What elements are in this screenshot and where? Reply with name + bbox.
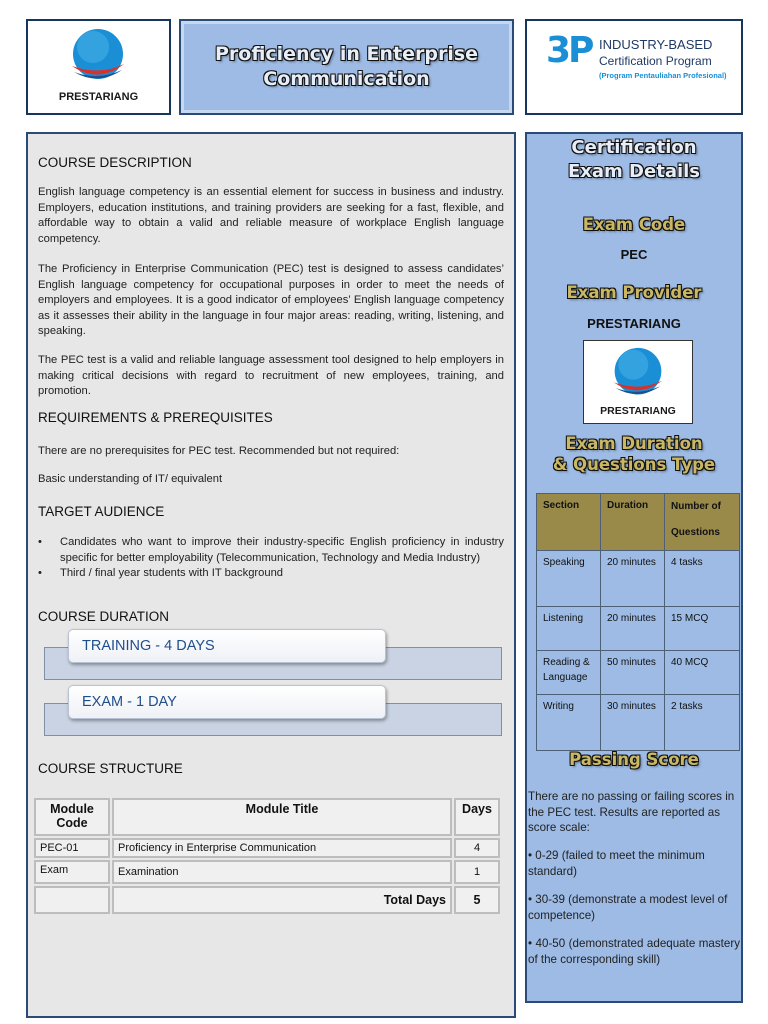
course-description-paragraph-3: The PEC test is a valid and reliable language assessment tool designed to help employers in making critical decisions with regard to recruitment of new employees, training, and promotion.: [38, 354, 504, 398]
document-title-line-1: Proficiency in Enterprise: [214, 43, 479, 65]
course-structure-heading: COURSE STRUCTURE: [38, 761, 183, 776]
program-line-2: Certification Program: [599, 54, 712, 68]
training-duration-label: TRAINING - 4 DAYS: [68, 629, 386, 663]
table-row: [537, 651, 740, 695]
table-cell: Speaking: [537, 551, 601, 607]
requirements-paragraph-2: Basic understanding of IT/ equivalent: [38, 473, 223, 485]
total-days-value: 5: [454, 886, 500, 914]
course-description-heading: COURSE DESCRIPTION: [38, 155, 192, 170]
table-header-cell: Duration: [601, 494, 665, 551]
table-header-cell: Days: [454, 798, 500, 836]
table-cell: 20 minutes: [601, 607, 665, 651]
table-cell: Exam: [34, 860, 110, 884]
table-row: [537, 607, 740, 651]
target-audience-heading: TARGET AUDIENCE: [38, 504, 165, 519]
exam-details-heading-line-2: Exam Details: [567, 161, 701, 182]
table-cell: Proficiency in Enterprise Communication: [112, 838, 452, 858]
table-header-row: [537, 494, 740, 551]
exam-details-panel: [525, 132, 743, 1003]
course-details-panel: [26, 132, 516, 1018]
prestariang-logo-box: [26, 19, 171, 115]
table-cell: Listening: [537, 607, 601, 651]
exam-duration-label: EXAM - 1 DAY: [68, 685, 386, 719]
table-cell: PEC-01: [34, 838, 110, 858]
prestariang-globe-icon: [610, 345, 666, 403]
table-cell: 40 MCQ: [665, 651, 740, 695]
document-title-banner: [179, 19, 514, 115]
exam-duration-heading-line-1: Exam Duration: [565, 434, 703, 453]
table-row: [537, 695, 740, 751]
table-header-row: [34, 798, 500, 836]
table-cell: 4: [454, 838, 500, 858]
course-description-paragraph-1: English language competency is an essential element for success in business and industry. Employers, education institutions, and training providers are seeking for a fast, flexible, and affordable way to obtain a valid and reliable measure of workplace English language competency.: [38, 186, 504, 245]
document-title-line-2: Communication: [263, 68, 430, 90]
table-cell: Writing: [537, 695, 601, 751]
table-header-cell: Number of Questions: [665, 494, 740, 551]
table-row: [537, 551, 740, 607]
course-duration-heading: COURSE DURATION: [38, 609, 170, 624]
exam-sections-table: [536, 493, 740, 751]
course-description-paragraph-2: The Proficiency in Enterprise Communication (PEC) test is designed to assess candidates’ English language competency for occupational purposes in order to meet the needs of employers and employees. It is a good indicator of employees’ English language competency as it assesses their ability in the language in four major areas: reading, writing, listening, and speaking.: [38, 263, 504, 338]
exam-code-value: PEC: [620, 247, 648, 262]
total-days-label: Total Days: [112, 886, 452, 914]
table-cell: 20 minutes: [601, 551, 665, 607]
table-cell: 1: [454, 860, 500, 884]
table-row: [34, 838, 500, 858]
table-header-cell: Module Title: [112, 798, 452, 836]
table-cell: 50 minutes: [601, 651, 665, 695]
table-cell: 30 minutes: [601, 695, 665, 751]
3p-badge-icon: 3P: [546, 30, 592, 71]
target-audience-list: [38, 535, 504, 582]
certification-program-logo-box: [525, 19, 743, 115]
exam-duration-heading-line-2: & Questions Type: [552, 455, 716, 474]
provider-logo: [583, 340, 693, 424]
table-row: [34, 860, 500, 884]
table-cell: 4 tasks: [665, 551, 740, 607]
program-line-1: INDUSTRY-BASED: [599, 37, 713, 52]
requirements-paragraph-1: There are no prerequisites for PEC test. Recommended but not required:: [38, 445, 400, 457]
exam-provider-heading: Exam Provider: [566, 283, 702, 302]
table-header-cell: Module Code: [34, 798, 110, 836]
exam-details-heading-line-1: Certification: [571, 137, 697, 158]
course-structure-table: [32, 796, 502, 916]
passing-score-item: • 30-39 (demonstrate a modest level of competence): [528, 893, 728, 922]
table-cell: Examination: [112, 860, 452, 884]
provider-logo-text: PRESTARIANG: [600, 405, 676, 417]
table-total-row: [34, 886, 500, 914]
table-header-cell: Section: [537, 494, 601, 551]
program-line-3: (Program Pentauliahan Profesional): [599, 71, 727, 80]
passing-score-heading: Passing Score: [569, 750, 699, 769]
list-item: • Third / final year students with IT background: [38, 566, 504, 582]
table-cell: 2 tasks: [665, 695, 740, 751]
table-cell: Reading & Language: [537, 651, 601, 695]
passing-score-item: • 0-29 (failed to meet the minimum standard): [528, 849, 705, 878]
exam-code-heading: Exam Code: [582, 215, 686, 234]
passing-score-intro: There are no passing or failing scores in the PEC test. Results are reported as score scale:: [528, 790, 735, 835]
exam-provider-value: PRESTARIANG: [587, 316, 681, 331]
list-item: • Candidates who want to improve their industry-specific English proficiency in industry specific for better employability (Telecommunication, Technology and Media Industry): [38, 535, 504, 566]
table-cell: 15 MCQ: [665, 607, 740, 651]
prestariang-logo-text: PRESTARIANG: [58, 91, 139, 103]
requirements-heading: REQUIREMENTS & PREREQUISITES: [38, 410, 273, 425]
prestariang-globe-icon: [68, 26, 128, 88]
passing-score-item: • 40-50 (demonstrated adequate mastery of the corresponding skill): [528, 937, 740, 966]
table-cell: [34, 886, 110, 914]
